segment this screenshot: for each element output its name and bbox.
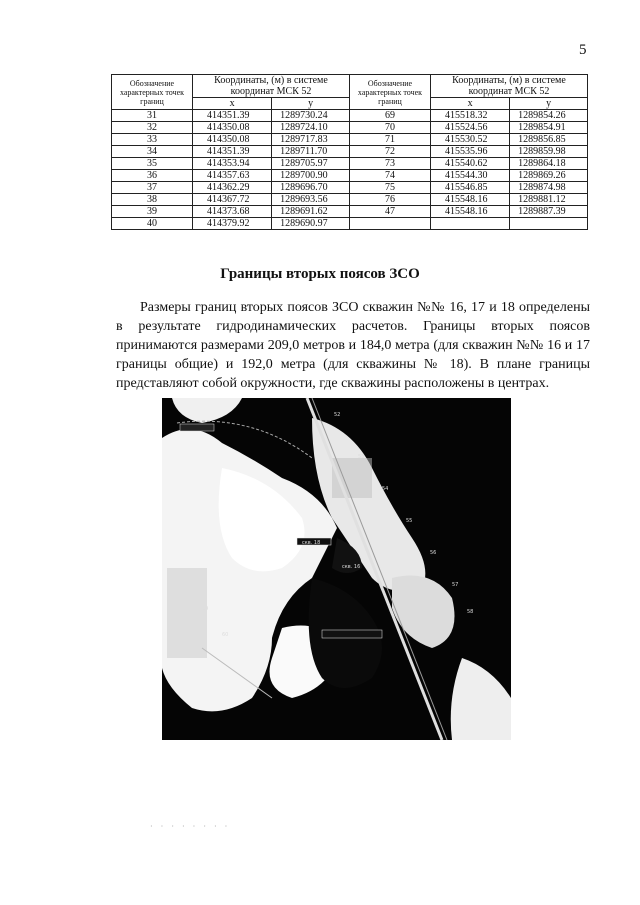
cell-l-id: 37	[112, 182, 193, 194]
cell-l-id: 34	[112, 146, 193, 158]
map-label-well-18: скв. 18	[302, 540, 321, 546]
table-row	[112, 194, 588, 206]
body-paragraph: Размеры границ вторых поясов ЗСО скважин №№ 16, 17 и 18 определены в результате гидродинамических расчетов. Границы вторых поясов принимаются размерами 209,0 метров и 184,0 метра (для скважин №№ 16 и 17 границы общие) и 192,0 метра (для скважины № 18). В плане границы представляют собой окружности, где скважины расположены в центрах.	[116, 300, 590, 391]
cell-l-y: 1289696.70	[272, 182, 350, 194]
table-row	[112, 158, 588, 170]
cell-r-x: 415548.16	[430, 194, 509, 206]
cell-r-y: 1289874.98	[510, 182, 588, 194]
cell-l-x: 414373.68	[193, 206, 272, 218]
cell-l-y: 1289690.97	[272, 218, 350, 230]
cell-l-y: 1289711.70	[272, 146, 350, 158]
cell-l-y: 1289700.90	[272, 170, 350, 182]
cell-r-x: 415518.32	[430, 110, 509, 122]
map-label-60: 60	[222, 632, 229, 638]
cell-r-id: 76	[349, 194, 430, 206]
cell-l-y: 1289705.97	[272, 158, 350, 170]
map-label-58: 58	[467, 609, 474, 615]
cell-l-id: 39	[112, 206, 193, 218]
cell-l-x: 414350.08	[193, 134, 272, 146]
table-row	[112, 182, 588, 194]
cell-r-id	[349, 218, 430, 230]
cell-r-x: 415544.30	[430, 170, 509, 182]
table-row	[112, 146, 588, 158]
header-y-right: y	[510, 98, 588, 110]
cell-r-y: 1289856.85	[510, 134, 588, 146]
faint-scan-marks: · · · · · · · ·	[150, 822, 231, 831]
page-number: 5	[579, 42, 587, 58]
cell-l-y: 1289691.62	[272, 206, 350, 218]
cell-r-id: 75	[349, 182, 430, 194]
cell-r-y: 1289859.98	[510, 146, 588, 158]
map-label-54: 54	[382, 486, 389, 492]
cell-r-y	[510, 218, 588, 230]
table-row	[112, 122, 588, 134]
header-point-label-left: Обозначение характерных точек границ	[112, 75, 193, 110]
cell-r-y: 1289864.18	[510, 158, 588, 170]
header-coords-right: Координаты, (м) в системе координат МСК 52	[430, 75, 587, 98]
cell-l-x: 414362.29	[193, 182, 272, 194]
header-x-left: x	[193, 98, 272, 110]
table-row	[112, 134, 588, 146]
header-coords-left: Координаты, (м) в системе координат МСК 52	[193, 75, 350, 98]
table-row	[112, 206, 588, 218]
cell-r-y: 1289854.91	[510, 122, 588, 134]
cell-r-x: 415548.16	[430, 206, 509, 218]
table-row	[112, 218, 588, 230]
cell-l-id: 38	[112, 194, 193, 206]
cell-l-x: 414351.39	[193, 146, 272, 158]
map-label-56: 56	[430, 550, 437, 556]
cell-r-x: 415546.85	[430, 182, 509, 194]
cell-l-id: 33	[112, 134, 193, 146]
cell-r-x: 415524.56	[430, 122, 509, 134]
map-label-57: 57	[452, 582, 459, 588]
table-row	[112, 170, 588, 182]
cell-r-id: 70	[349, 122, 430, 134]
cell-r-x: 415535.96	[430, 146, 509, 158]
cell-l-y: 1289693.56	[272, 194, 350, 206]
cell-l-x: 414379.92	[193, 218, 272, 230]
cell-l-x: 414351.39	[193, 110, 272, 122]
map-label-52: 52	[334, 412, 341, 418]
cell-l-id: 32	[112, 122, 193, 134]
cell-r-id: 71	[349, 134, 430, 146]
cell-l-y: 1289730.24	[272, 110, 350, 122]
header-y-left: y	[272, 98, 350, 110]
header-point-label-right: Обозначение характерных точек границ	[349, 75, 430, 110]
cell-l-id: 31	[112, 110, 193, 122]
map-label-59: 59	[202, 606, 209, 612]
cell-r-y: 1289854.26	[510, 110, 588, 122]
cell-l-id: 40	[112, 218, 193, 230]
cell-l-id: 35	[112, 158, 193, 170]
cell-r-x	[430, 218, 509, 230]
cell-r-id: 72	[349, 146, 430, 158]
header-x-right: x	[430, 98, 509, 110]
cell-r-id: 74	[349, 170, 430, 182]
cell-l-x: 414367.72	[193, 194, 272, 206]
map-label-55: 55	[406, 518, 413, 524]
cell-l-id: 36	[112, 170, 193, 182]
cell-r-id: 47	[349, 206, 430, 218]
cell-r-x: 415530.52	[430, 134, 509, 146]
cell-r-id: 69	[349, 110, 430, 122]
cell-r-y: 1289869.26	[510, 170, 588, 182]
map-label-53: 53	[358, 454, 365, 460]
zone-map-image	[162, 398, 511, 740]
cell-l-x: 414353.94	[193, 158, 272, 170]
section-heading: Границы вторых поясов ЗСО	[220, 266, 420, 282]
cell-l-x: 414350.08	[193, 122, 272, 134]
cell-r-x: 415540.62	[430, 158, 509, 170]
cell-r-y: 1289881.12	[510, 194, 588, 206]
coordinates-table	[111, 74, 588, 230]
zone-map-graphic	[162, 398, 511, 740]
map-label-well-16: скв. 16	[342, 564, 361, 570]
table-row	[112, 110, 588, 122]
cell-r-y: 1289887.39	[510, 206, 588, 218]
cell-l-x: 414357.63	[193, 170, 272, 182]
cell-r-id: 73	[349, 158, 430, 170]
cell-l-y: 1289724.10	[272, 122, 350, 134]
cell-l-y: 1289717.83	[272, 134, 350, 146]
